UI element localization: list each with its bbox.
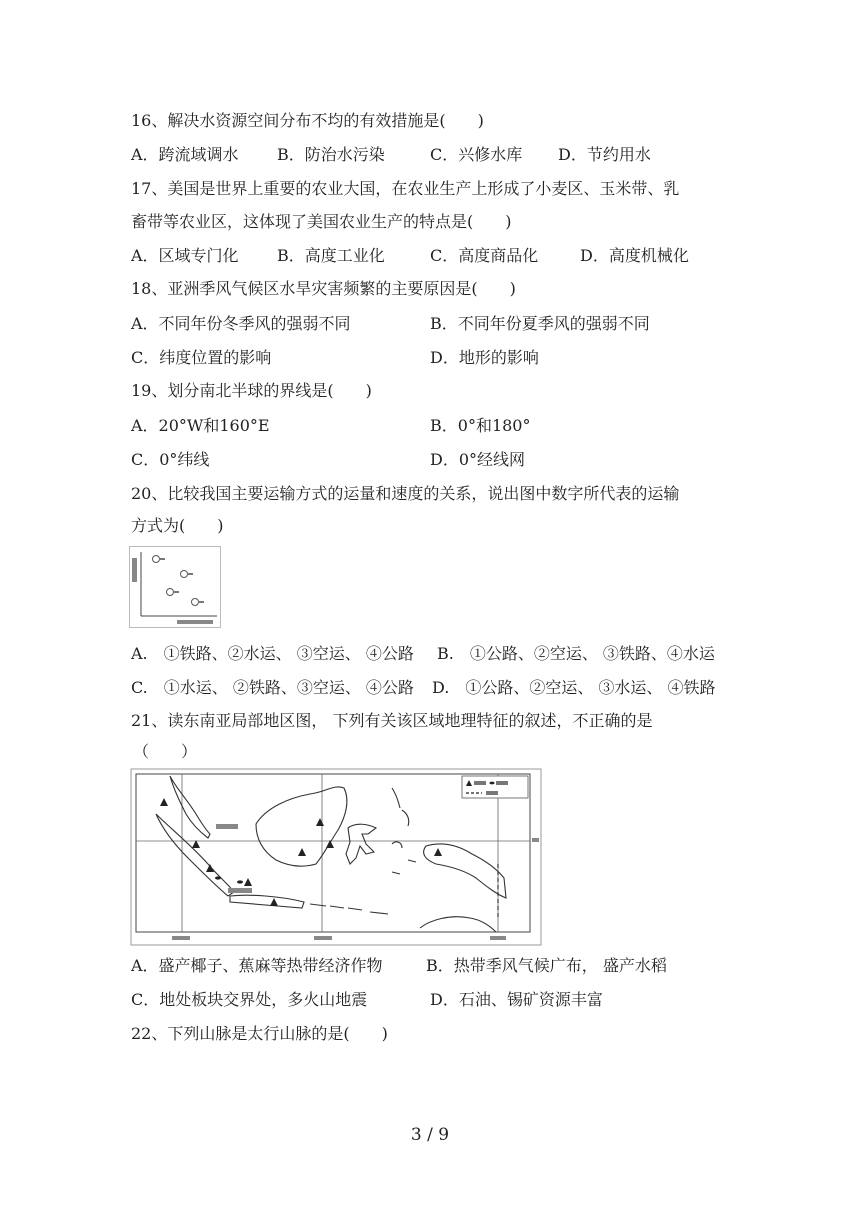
option-c: C．高度商品化 xyxy=(430,246,539,265)
option-b: B．热带季风气候广布， 盛产水稻 xyxy=(426,956,667,975)
question-stem: 16、解决水资源空间分布不均的有效措施是( ) xyxy=(131,111,484,130)
option-b: B. ①公路、②空运、 ③铁路、④水运 xyxy=(437,644,715,663)
option-a: A．区域专门化 xyxy=(131,246,239,265)
question-stem-cont: （ ） xyxy=(133,742,198,761)
option-a: A．20°W和160°E xyxy=(131,416,270,435)
option-c: C．纬度位置的影响 xyxy=(131,348,272,367)
page-number: 3 / 9 xyxy=(410,1125,450,1145)
option-a: A. ①铁路、②水运、 ③空运、 ④公路 xyxy=(131,644,414,663)
option-d: D．0°经线网 xyxy=(430,450,526,469)
option-a: A．不同年份冬季风的强弱不同 xyxy=(131,314,351,333)
option-b: B．防治水污染 xyxy=(277,145,385,164)
question-stem: 17、美国是世界上重要的农业大国，在农业生产上形成了小麦区、玉米带、乳 xyxy=(131,179,680,198)
question-stem-cont: 畜带等农业区，这体现了美国农业生产的特点是( ) xyxy=(131,212,512,231)
question-stem: 20、比较我国主要运输方式的运量和速度的关系，说出图中数字所代表的运输 xyxy=(131,484,680,503)
question-stem: 21、读东南亚局部地区图， 下列有关该区域地理特征的叙述，不正确的是 xyxy=(131,711,653,730)
x-axis-label-mark xyxy=(177,620,213,624)
option-c: C．兴修水库 xyxy=(430,145,523,164)
place-label-mark xyxy=(216,824,238,829)
question-stem: 22、下列山脉是太行山脉的是( ) xyxy=(131,1024,388,1043)
place-label-mark xyxy=(228,888,252,893)
question-stem-cont: 方式为( ) xyxy=(131,516,224,535)
option-c: C. ①水运、 ②铁路、③空运、 ④公路 xyxy=(131,678,414,697)
tin-icon xyxy=(215,876,221,879)
option-d: D．石油、锡矿资源丰富 xyxy=(430,990,603,1009)
y-axis-label-mark xyxy=(132,558,137,582)
option-d: D. ①公路、②空运、 ③水运、 ④铁路 xyxy=(432,678,716,697)
southeast-asia-map xyxy=(130,768,542,946)
question-stem: 19、划分南北半球的界线是( ) xyxy=(131,381,372,400)
option-d: D．高度机械化 xyxy=(580,246,689,265)
tin-icon xyxy=(237,880,243,883)
option-c: C．地处板块交界处，多火山地震 xyxy=(131,990,368,1009)
option-b: B．高度工业化 xyxy=(277,246,385,265)
option-a: A．跨流域调水 xyxy=(131,145,239,164)
option-d: D．地形的影响 xyxy=(430,348,539,367)
option-b: B．不同年份夏季风的强弱不同 xyxy=(430,314,650,333)
option-a: A．盛产椰子、蕉麻等热带经济作物 xyxy=(131,956,383,975)
question-stem: 18、亚洲季风气候区水旱灾害频繁的主要原因是( ) xyxy=(131,279,516,298)
transport-figure xyxy=(129,546,221,628)
option-c: C．0°纬线 xyxy=(131,450,210,469)
option-b: B．0°和180° xyxy=(430,416,531,435)
option-d: D．节约用水 xyxy=(558,145,651,164)
